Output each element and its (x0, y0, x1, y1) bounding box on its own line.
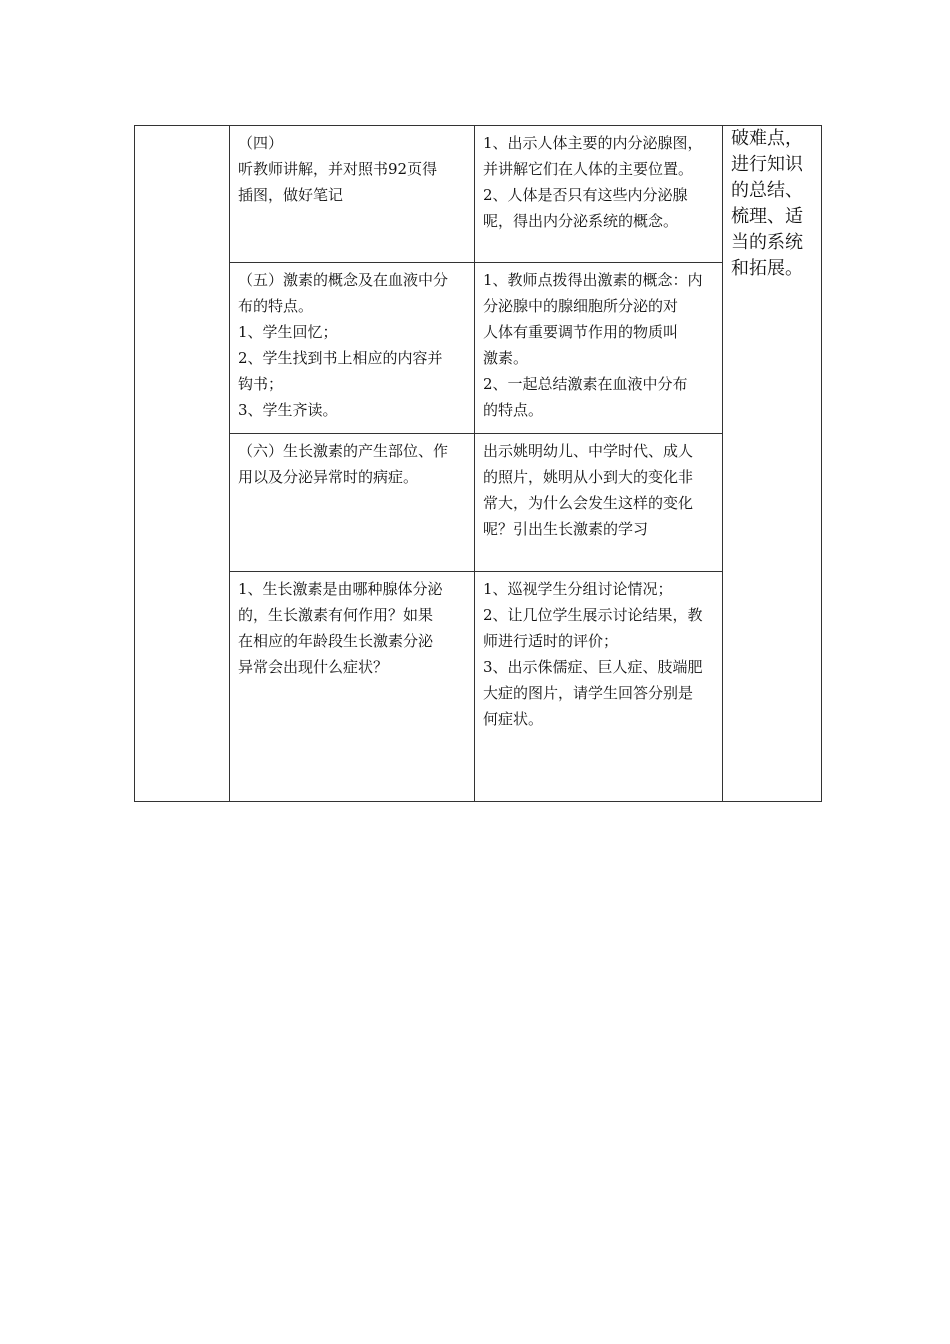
text-line: 的照片，姚明从小到大的变化非 (483, 468, 694, 486)
text-line: 呢？引出生长激素的学习 (483, 520, 649, 538)
text-line: 何症状。 (483, 710, 544, 728)
text-line: 1、出示人体主要的内分泌腺图， (483, 134, 703, 152)
student-activity-cell (230, 126, 475, 263)
text-line: 的特点。 (483, 401, 544, 419)
text-line: 的总结、 (731, 180, 803, 201)
text-line: 1、学生回忆； (238, 323, 338, 341)
text-line: 常大，为什么会发生这样的变化 (483, 494, 694, 512)
text-line: 梳理、适 (731, 206, 803, 227)
table-row (135, 572, 822, 802)
text-line: 3、出示侏儒症、巨人症、肢端肥 (483, 658, 703, 676)
text-line: 异常会出现什么症状？ (238, 658, 389, 676)
text-line: 1、巡视学生分组讨论情况； (483, 580, 673, 598)
text-line: 插图，做好笔记 (238, 186, 344, 204)
text-line: 2、让几位学生展示讨论结果，教 (483, 606, 703, 624)
text-line: 进行知识 (731, 154, 803, 175)
text-line: 2、人体是否只有这些内分泌腺 (483, 186, 688, 204)
student-activity-cell (230, 263, 475, 434)
text-line: 布的特点。 (238, 297, 314, 315)
text-line: 激素。 (483, 349, 529, 367)
table-row (135, 434, 822, 572)
text-line: （四） (238, 134, 284, 152)
text-line: 呢，得出内分泌系统的概念。 (483, 212, 679, 230)
text-line: 3、学生齐读。 (238, 401, 338, 419)
teacher-activity-cell (475, 572, 723, 802)
stage-cell-empty (135, 126, 230, 802)
lesson-plan-table (134, 125, 822, 802)
table-row (135, 126, 822, 263)
text-line: （六）生长激素的产生部位、作 (238, 442, 449, 460)
text-line: 1、生长激素是由哪种腺体分泌 (238, 580, 443, 598)
design-intent-cell (723, 126, 822, 802)
table-row (135, 263, 822, 434)
text-line: 人体有重要调节作用的物质叫 (483, 323, 679, 341)
text-line: 并讲解它们在人体的主要位置。 (483, 160, 694, 178)
student-activity-cell (230, 572, 475, 802)
teacher-activity-cell (475, 126, 723, 263)
student-activity-cell (230, 434, 475, 572)
text-line: 钩书； (238, 375, 284, 393)
text-line: 在相应的年龄段生长激素分泌 (238, 632, 434, 650)
text-line: 和拓展。 (731, 258, 803, 279)
teacher-activity-cell (475, 434, 723, 572)
text-line: 1、教师点拨得出激素的概念：内 (483, 271, 703, 289)
text-line: 大症的图片，请学生回答分别是 (483, 684, 694, 702)
text-line: 破难点， (731, 128, 803, 149)
text-line: 分泌腺中的腺细胞所分泌的对 (483, 297, 679, 315)
text-line: 师进行适时的评价； (483, 632, 619, 650)
teacher-activity-cell (475, 263, 723, 434)
text-line: 出示姚明幼儿、中学时代、成人 (483, 442, 694, 460)
text-line: 用以及分泌异常时的病症。 (238, 468, 419, 486)
text-line: 的，生长激素有何作用？如果 (238, 606, 434, 624)
text-line: 2、一起总结激素在血液中分布 (483, 375, 688, 393)
text-line: 2、学生找到书上相应的内容并 (238, 349, 443, 367)
text-line: 当的系统 (731, 232, 803, 253)
text-line: （五）激素的概念及在血液中分 (238, 271, 449, 289)
text-line: 听教师讲解，并对照书92页得 (238, 160, 438, 178)
